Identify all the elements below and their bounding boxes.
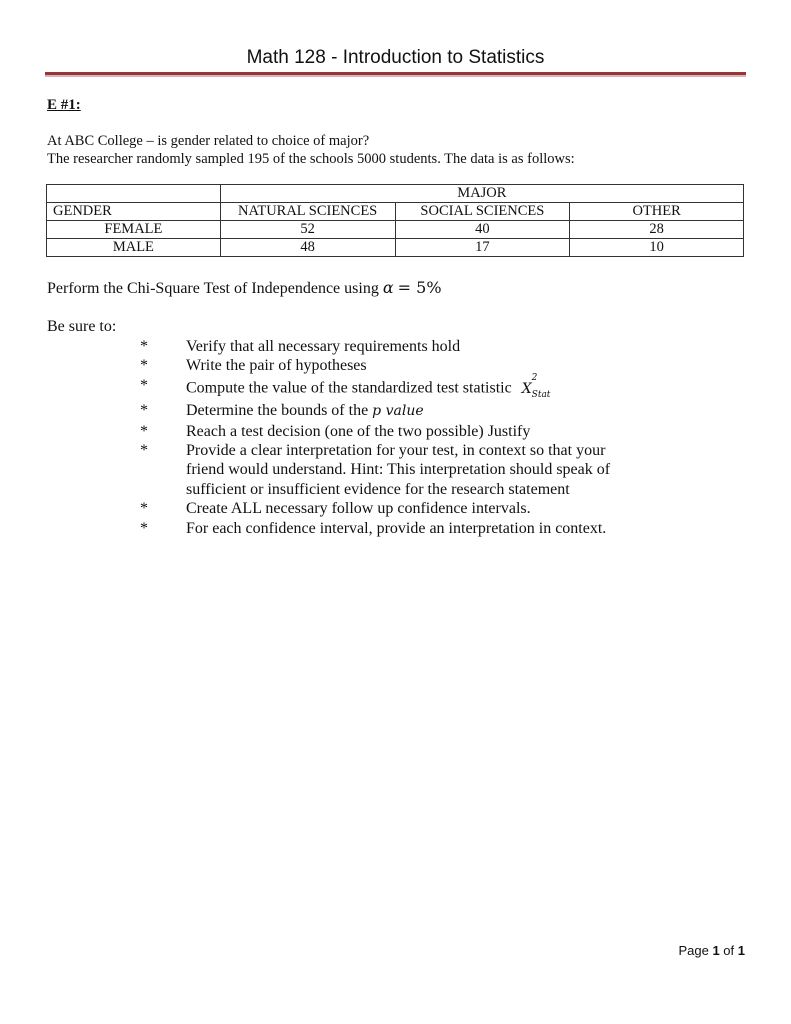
list-item bbox=[0, 441, 646, 499]
bullet-star: * bbox=[140, 357, 148, 375]
table-row bbox=[47, 221, 744, 239]
table-cell-empty bbox=[47, 185, 221, 203]
list-item bbox=[0, 422, 646, 441]
requirement-text: friend would understand. Hint: This interpretation should speak of bbox=[186, 461, 611, 479]
requirement-text: Write the pair of hypotheses bbox=[186, 357, 367, 375]
table-cell: 48 bbox=[220, 239, 395, 257]
alpha-value: = 5% bbox=[397, 278, 442, 297]
bullet-star: * bbox=[140, 519, 148, 537]
table-cell: 28 bbox=[570, 221, 744, 239]
bullet-star: * bbox=[140, 500, 148, 518]
bullet-star: * bbox=[140, 338, 148, 355]
table-cell: 40 bbox=[395, 221, 570, 239]
table-cell: 17 bbox=[395, 239, 570, 257]
bullet-star: * bbox=[140, 376, 148, 394]
table-row-major bbox=[47, 185, 744, 203]
table-row bbox=[47, 239, 744, 257]
column-header: OTHER bbox=[570, 203, 744, 221]
alpha-symbol: α bbox=[382, 278, 394, 297]
task-statement bbox=[47, 278, 442, 298]
requirement-text: Provide a clear interpretation for your test, in context so that your bbox=[186, 442, 606, 460]
task-prefix: Perform the Chi-Square Test of Independence using bbox=[47, 280, 379, 297]
requirement-text: Determine the bounds of the bbox=[186, 402, 369, 420]
column-header: SOCIAL SCIENCES bbox=[395, 203, 570, 221]
bullet-star: * bbox=[140, 422, 148, 440]
table-cell: 10 bbox=[570, 239, 744, 257]
requirement-text: Compute the value of the standardized test statistic bbox=[186, 379, 512, 397]
list-item bbox=[0, 499, 646, 518]
bullet-star: * bbox=[140, 442, 148, 460]
page-number: Page 1 of 1 bbox=[678, 943, 745, 958]
row-label: FEMALE bbox=[47, 221, 221, 239]
requirement-text: Verify that all necessary requirements hold bbox=[186, 338, 461, 355]
table-cell: 52 bbox=[220, 221, 395, 239]
data-table bbox=[46, 184, 744, 257]
requirement-text: For each confidence interval, provide an interpretation in context. bbox=[186, 519, 607, 537]
gender-header: GENDER bbox=[47, 203, 221, 221]
header-divider bbox=[45, 72, 746, 77]
bullet-star: * bbox=[140, 402, 148, 420]
intro-question: At ABC College – is gender related to choice of major? bbox=[47, 133, 370, 149]
row-label: MALE bbox=[47, 239, 221, 257]
requirement-text: Create ALL necessary follow up confidence intervals. bbox=[186, 500, 531, 518]
exercise-intro bbox=[47, 132, 575, 168]
major-header: MAJOR bbox=[220, 185, 743, 203]
column-header: NATURAL SCIENCES bbox=[220, 203, 395, 221]
chi-square-stat-symbol: $X^2$ $_{Stat}$ bbox=[521, 372, 551, 401]
requirements-list bbox=[0, 337, 646, 538]
list-item bbox=[0, 337, 646, 356]
requirements-intro: Be sure to: bbox=[47, 318, 117, 335]
list-item bbox=[0, 372, 646, 401]
requirement-text: Reach a test decision (one of the two possible) Justify bbox=[186, 422, 531, 440]
requirement-text: sufficient or insufficient evidence for the research statement bbox=[186, 480, 570, 498]
page-title: Math 128 - Introduction to Statistics bbox=[246, 47, 545, 68]
p-value-symbol: p value bbox=[372, 403, 424, 420]
table-row-header bbox=[47, 203, 744, 221]
exercise-label: E #1: bbox=[47, 97, 81, 113]
list-item bbox=[0, 519, 646, 538]
list-item bbox=[0, 401, 646, 421]
intro-sampling: The researcher randomly sampled 195 of the schools 5000 students. The data is as follows: bbox=[47, 151, 575, 167]
